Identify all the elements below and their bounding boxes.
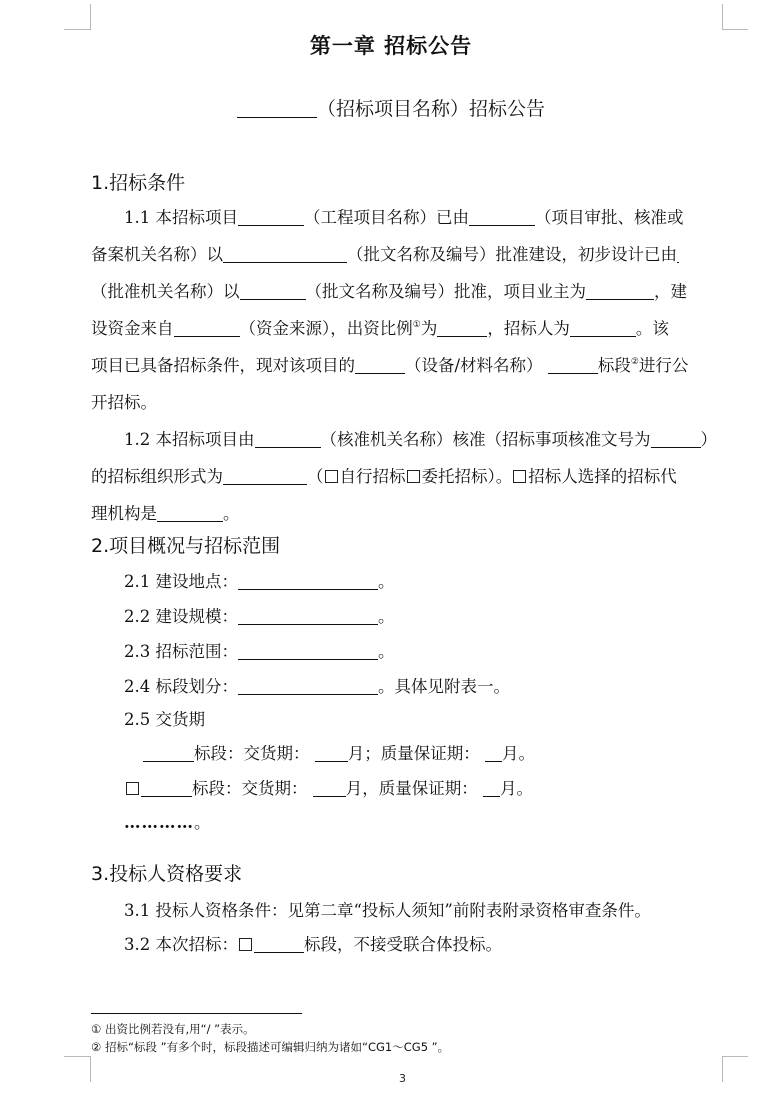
blank-lot-name[interactable] xyxy=(141,780,192,797)
text: 1.2 本招标项目由 xyxy=(124,430,255,449)
text: 为 xyxy=(420,319,438,338)
text: 标段 xyxy=(597,356,631,375)
para-1-2-line-1 xyxy=(124,429,717,451)
blank-delivery-months[interactable] xyxy=(315,745,348,762)
blank-delivery-months[interactable] xyxy=(313,780,346,797)
footnote-2: ② 招标“标段 ”有多个时，标段描述可编辑归纳为诸如“CG1～CG5 ”。 xyxy=(91,1040,450,1054)
text: 的招标组织形式为 xyxy=(91,467,223,486)
para-1-1-line-5 xyxy=(91,355,688,377)
blank-lot-division[interactable] xyxy=(238,678,378,695)
text: 理机构是 xyxy=(91,504,157,523)
blank-construction-site[interactable] xyxy=(238,573,378,590)
text: 设资金来自 xyxy=(91,319,174,338)
text: （ xyxy=(307,467,324,486)
text: 。 xyxy=(223,504,240,523)
blank-construction-scale[interactable] xyxy=(238,608,378,625)
corner-mark-bottom-right xyxy=(722,1056,748,1057)
text: 标段，不接受联合体投标。 xyxy=(304,935,502,954)
text: 月，质量保证期： xyxy=(345,779,478,798)
delivery-row-2 xyxy=(126,778,533,800)
footnote-ref-1: ① xyxy=(412,320,421,330)
text: ，招标人为 xyxy=(487,319,570,338)
item-2-2 xyxy=(124,606,395,628)
para-1-1-line-1 xyxy=(124,207,684,229)
corner-mark-bottom-left xyxy=(90,1056,91,1082)
text: 标段：交货期： xyxy=(194,744,310,763)
text: （设备/材料名称） xyxy=(405,356,543,375)
checkbox-entrusted-tender[interactable] xyxy=(407,470,420,483)
blank-approval-authority[interactable] xyxy=(469,209,535,226)
para-1-2-line-2 xyxy=(91,466,677,488)
blank-agency[interactable] xyxy=(157,505,223,522)
blank-lot-name[interactable] xyxy=(143,745,194,762)
checkbox-lot[interactable] xyxy=(239,938,252,951)
text: 月；质量保证期： xyxy=(347,744,480,763)
text: 项目已具备招标条件，现对该项目的 xyxy=(91,356,355,375)
item-2-4 xyxy=(124,676,510,698)
para-1-1-line-4 xyxy=(91,318,669,340)
text: （批准机关名称）以 xyxy=(91,282,240,301)
blank-approval-authority-2[interactable] xyxy=(255,431,321,448)
item-2-5-heading: 2.5 交货期 xyxy=(124,710,205,729)
subtitle-text: （招标项目名称）招标公告 xyxy=(316,98,545,120)
blank-project[interactable] xyxy=(355,357,405,374)
corner-mark-top-right xyxy=(722,4,723,30)
blank-warranty-months[interactable] xyxy=(483,780,500,797)
blank-approval-number[interactable] xyxy=(651,431,701,448)
text: 进行公 xyxy=(638,356,689,375)
text: （资金来源），出资比例 xyxy=(239,319,413,338)
corner-mark-top-left xyxy=(90,4,91,30)
page-number: 3 xyxy=(399,1072,406,1085)
blank-tender-scope[interactable] xyxy=(238,643,378,660)
blank-organization-form[interactable] xyxy=(223,468,307,485)
blank-fund-source[interactable] xyxy=(174,320,240,337)
item-2-1 xyxy=(124,571,395,593)
text: 2.4 标段划分： xyxy=(124,677,238,696)
text: 3.2 本次招标： xyxy=(124,935,238,954)
blank-approval-doc[interactable] xyxy=(223,246,347,263)
blank-project-name[interactable] xyxy=(238,209,304,226)
text: 标段：交货期： xyxy=(192,779,308,798)
item-3-1: 3.1 投标人资格条件：见第二章“投标人须知”前附表附录资格审查条件。 xyxy=(124,901,651,920)
text: ，建 xyxy=(654,282,687,301)
text: 。 xyxy=(378,642,395,661)
text: 2.3 招标范围： xyxy=(124,642,238,661)
text: （批文名称及编号）批准，项目业主为 xyxy=(305,282,586,301)
text: 。具体见附表一。 xyxy=(378,677,510,696)
text: ………… xyxy=(124,813,194,832)
section-3-heading: 3.投标人资格要求 xyxy=(91,863,243,885)
text: （工程项目名称）已由 xyxy=(304,208,469,227)
text: 2.1 建设地点： xyxy=(124,572,238,591)
footnote-1: ① 出资比例若没有,用“/ ”表示。 xyxy=(91,1022,255,1036)
blank-design-doc[interactable] xyxy=(240,283,306,300)
text: （项目审批、核准或 xyxy=(535,208,684,227)
blank-design-authority[interactable] xyxy=(677,246,679,263)
text: 1.1 本招标项目 xyxy=(124,208,238,227)
checkbox-self-tender[interactable] xyxy=(325,470,338,483)
text: ） xyxy=(700,430,717,449)
footnote-separator xyxy=(91,1013,302,1014)
text: 。 xyxy=(378,572,395,591)
text: 。 xyxy=(194,813,211,832)
delivery-row-1 xyxy=(143,743,535,765)
corner-mark-bottom-left xyxy=(64,1056,91,1057)
text: 委托招标）。 xyxy=(421,467,513,486)
item-3-2 xyxy=(124,934,502,956)
chapter-title: 第一章 招标公告 xyxy=(309,34,473,58)
blank-tenderer[interactable] xyxy=(570,320,636,337)
text: 招标人选择的招标代 xyxy=(528,467,677,486)
text: （核准机关名称）核准（招标事项核准文号为 xyxy=(320,430,651,449)
checkbox-agency-selected[interactable] xyxy=(513,470,526,483)
para-1-1-line-3 xyxy=(91,281,687,303)
text: （批文名称及编号）批准建设，初步设计已由 xyxy=(347,245,677,264)
para-1-1-line-6: 开招标。 xyxy=(91,393,157,412)
corner-mark-bottom-right xyxy=(722,1056,723,1082)
blank-lot[interactable] xyxy=(548,357,598,374)
text: 备案机关名称）以 xyxy=(91,245,223,264)
project-name-blank[interactable] xyxy=(237,98,317,118)
text: 月。 xyxy=(500,779,533,798)
section-1-heading: 1.招标条件 xyxy=(91,172,186,194)
item-2-3 xyxy=(124,641,395,663)
text: 2.2 建设规模： xyxy=(124,607,238,626)
ellipsis-line xyxy=(124,812,211,834)
section-2-heading: 2.项目概况与招标范围 xyxy=(91,535,281,557)
blank-warranty-months[interactable] xyxy=(485,745,502,762)
blank-lot[interactable] xyxy=(254,936,304,953)
footnote-ref-2: ② xyxy=(630,357,639,367)
para-1-1-line-2 xyxy=(91,244,679,266)
para-1-2-line-3 xyxy=(91,503,240,525)
checkbox-lot[interactable] xyxy=(126,782,139,795)
text: 。该 xyxy=(635,319,669,338)
text: 。 xyxy=(378,607,395,626)
text: 自行招标 xyxy=(339,467,406,486)
announcement-subtitle xyxy=(0,94,782,121)
blank-fund-ratio[interactable] xyxy=(437,320,487,337)
blank-project-owner[interactable] xyxy=(586,283,654,300)
text: 月。 xyxy=(502,744,535,763)
